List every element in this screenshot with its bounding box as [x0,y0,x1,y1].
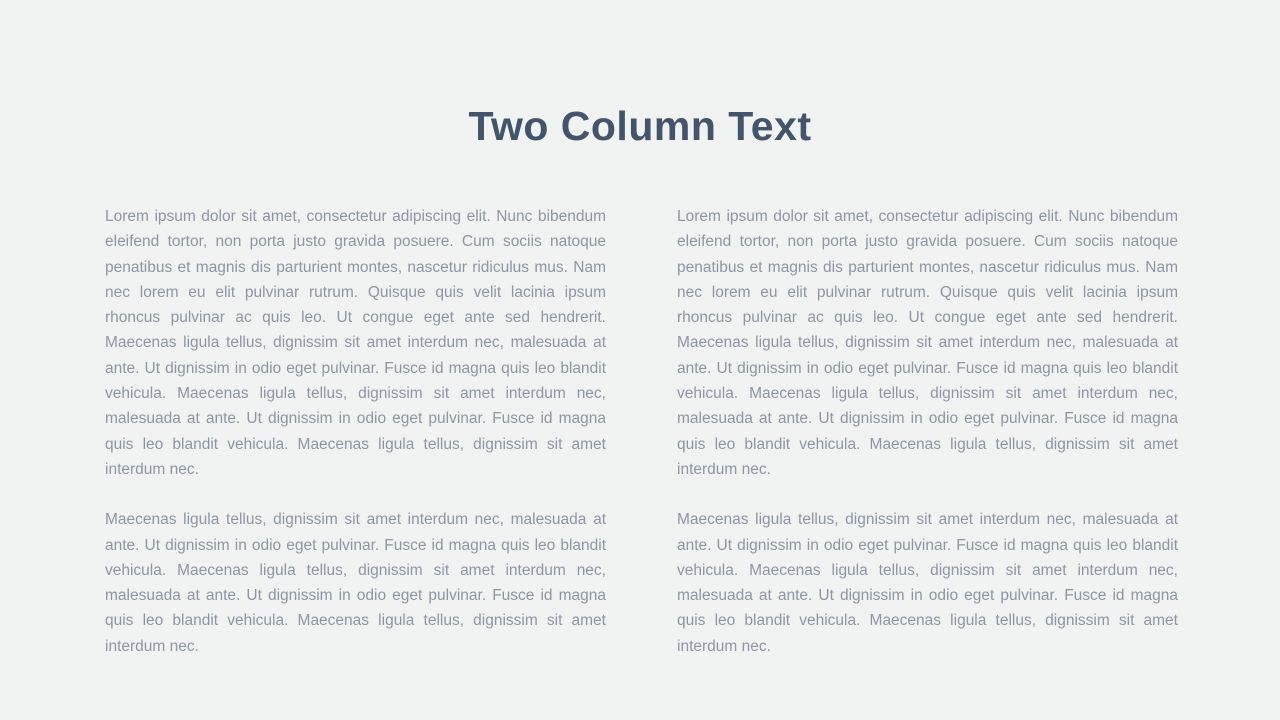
body-paragraph: Maecenas ligula tellus, dignissim sit amet interdum nec, malesuada at ante. Ut dignissim in odio eget pulvinar. Fusce id magna quis leo blandit vehicula. Maecenas ligula tellus, dignissim sit amet interdum nec, malesuada at ante. Ut dignissim in odio eget pulvinar. Fusce id magna quis leo blandit vehicula. Maecenas ligula tellus, dignissim sit amet interdum nec. [105,511,606,655]
slide-title: Two Column Text [468,103,812,149]
two-column-layout [105,204,1178,659]
text-column-left [105,204,606,659]
body-paragraph: Maecenas ligula tellus, dignissim sit amet interdum nec, malesuada at ante. Ut dignissim in odio eget pulvinar. Fusce id magna quis leo blandit vehicula. Maecenas ligula tellus, dignissim sit amet interdum nec, malesuada at ante. Ut dignissim in odio eget pulvinar. Fusce id magna quis leo blandit vehicula. Maecenas ligula tellus, dignissim sit amet interdum nec. [677,511,1178,655]
body-paragraph: Lorem ipsum dolor sit amet, consectetur adipiscing elit. Nunc bibendum eleifend tortor, non porta justo gravida posuere. Cum sociis natoque penatibus et magnis dis parturient montes, nascetur ridiculus mus. Nam nec lorem eu elit pulvinar rutrum. Quisque quis velit lacinia ipsum rhoncus pulvinar ac quis leo. Ut congue eget ante sed hendrerit. Maecenas ligula tellus, dignissim sit amet interdum nec, malesuada at ante. Ut dignissim in odio eget pulvinar. Fusce id magna quis leo blandit vehicula. Maecenas ligula tellus, dignissim sit amet interdum nec, malesuada at ante. Ut dignissim in odio eget pulvinar. Fusce id magna quis leo blandit vehicula. Maecenas ligula tellus, dignissim sit amet interdum nec. [677,208,1178,478]
text-column-right [677,204,1178,659]
body-paragraph: Lorem ipsum dolor sit amet, consectetur adipiscing elit. Nunc bibendum eleifend tortor, non porta justo gravida posuere. Cum sociis natoque penatibus et magnis dis parturient montes, nascetur ridiculus mus. Nam nec lorem eu elit pulvinar rutrum. Quisque quis velit lacinia ipsum rhoncus pulvinar ac quis leo. Ut congue eget ante sed hendrerit. Maecenas ligula tellus, dignissim sit amet interdum nec, malesuada at ante. Ut dignissim in odio eget pulvinar. Fusce id magna quis leo blandit vehicula. Maecenas ligula tellus, dignissim sit amet interdum nec, malesuada at ante. Ut dignissim in odio eget pulvinar. Fusce id magna quis leo blandit vehicula. Maecenas ligula tellus, dignissim sit amet interdum nec. [105,208,606,478]
